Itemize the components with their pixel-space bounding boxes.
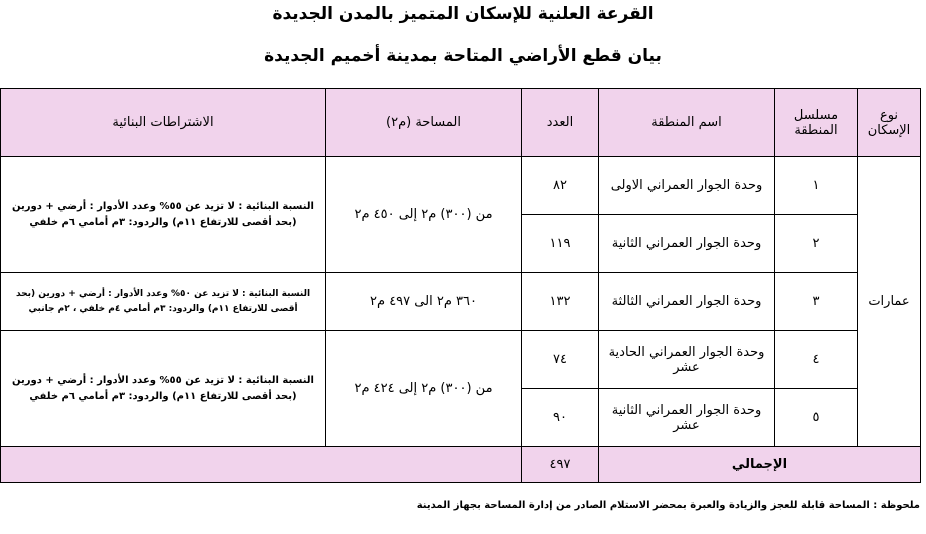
total-value: ٤٩٧ <box>522 447 599 483</box>
conditions-cell: النسبة البنائية : لا تزيد عن ٥٥% وعدد الأدوار : أرضي + دورين (بحد أقصى للارتفاع ١١م) والردود: ٣م أمامي ٦م خلفي <box>1 331 326 447</box>
table-row <box>1 157 921 215</box>
table-row <box>1 273 921 331</box>
land-plots-table <box>0 88 921 483</box>
header-housing-type: نوع الإسكان <box>858 89 921 157</box>
area-cell: من (٣٠٠) م٢ إلى ٤٥٠ م٢ <box>326 157 522 273</box>
serial-cell: ٥ <box>775 389 858 447</box>
serial-cell: ٣ <box>775 273 858 331</box>
count-cell: ٨٢ <box>522 157 599 215</box>
header-count: العدد <box>522 89 599 157</box>
zone-name-cell: وحدة الجوار العمراني الثالثة <box>599 273 775 331</box>
count-cell: ١٣٢ <box>522 273 599 331</box>
area-cell: من (٣٠٠) م٢ إلى ٤٢٤ م٢ <box>326 331 522 447</box>
page-subtitle: بيان قطع الأراضي المتاحة بمدينة أخميم الجديدة <box>264 46 662 66</box>
total-row <box>1 447 921 483</box>
header-zone-name: اسم المنطقة <box>599 89 775 157</box>
conditions-cell: النسبة البنائية : لا تزيد عن ٥٠% وعدد الأدوار : أرضي + دورين (بحد أقصى للارتفاع ١١م) والردود: ٣م أمامي ٤م خلفي ، ٢م جانبي <box>1 273 326 331</box>
area-cell: ٣٦٠ م٢ الى ٤٩٧ م٢ <box>326 273 522 331</box>
housing-type-cell: عمارات <box>858 157 921 447</box>
header-conditions: الاشتراطات البنائية <box>1 89 326 157</box>
zone-name-cell: وحدة الجوار العمراني الثانية عشر <box>599 389 775 447</box>
count-cell: ١١٩ <box>522 215 599 273</box>
page-title: القرعة العلنية للإسكان المتميز بالمدن الجديدة <box>272 4 654 24</box>
header-zone-serial: مسلسل المنطقة <box>775 89 858 157</box>
table-row <box>1 331 921 389</box>
header-area: المساحة (م٢) <box>326 89 522 157</box>
footnote: ملحوظة : المساحة قابلة للعجز والزيادة والعبرة بمحضر الاستلام الصادر من إدارة المساحة بجهاز المدينة <box>416 500 920 511</box>
serial-cell: ٢ <box>775 215 858 273</box>
zone-name-cell: وحدة الجوار العمراني الحادية عشر <box>599 331 775 389</box>
serial-cell: ١ <box>775 157 858 215</box>
table-header-row <box>1 89 921 157</box>
zone-name-cell: وحدة الجوار العمراني الاولى <box>599 157 775 215</box>
count-cell: ٩٠ <box>522 389 599 447</box>
serial-cell: ٤ <box>775 331 858 389</box>
count-cell: ٧٤ <box>522 331 599 389</box>
total-empty-cell <box>1 447 522 483</box>
zone-name-cell: وحدة الجوار العمراني الثانية <box>599 215 775 273</box>
total-label: الإجمالي <box>599 447 921 483</box>
conditions-cell: النسبة البنائية : لا تزيد عن ٥٥% وعدد الأدوار : أرضي + دورين (بحد أقصى للارتفاع ١١م) والردود: ٣م أمامي ٦م خلفي <box>1 157 326 273</box>
